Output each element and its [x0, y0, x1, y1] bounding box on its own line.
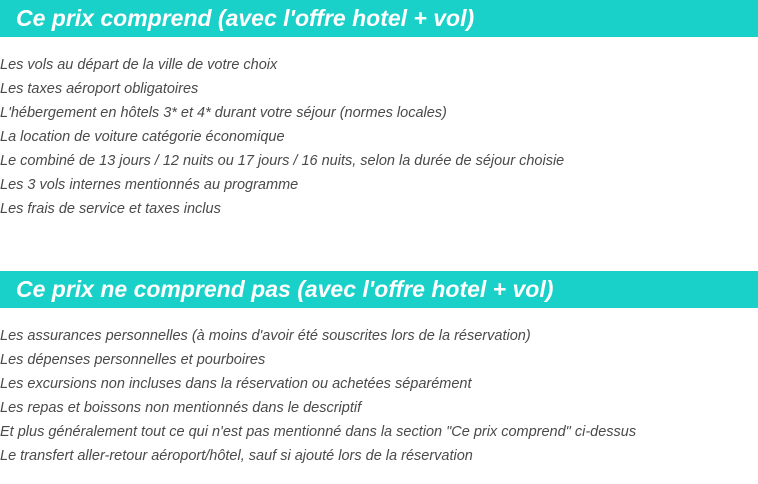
list-item: Les dépenses personnelles et pourboires	[0, 352, 266, 368]
list-item: Les vols au départ de la ville de votre choix	[0, 57, 278, 73]
list-item: La location de voiture catégorie économique	[0, 129, 285, 145]
list-item: Et plus généralement tout ce qui n'est pas mentionné dans la section "Ce prix comprend" ci-dessus	[0, 424, 637, 440]
section-title-price-excludes: Ce prix ne comprend pas (avec l'offre hotel + vol)	[0, 271, 758, 308]
list-item: Le transfert aller-retour aéroport/hôtel, sauf si ajouté lors de la réservation	[0, 448, 473, 464]
list-item: Les taxes aéroport obligatoires	[0, 81, 199, 97]
section-title-price-includes: Ce prix comprend (avec l'offre hotel + vol)	[0, 0, 758, 37]
list-item: Les excursions non incluses dans la réservation ou achetées séparément	[0, 376, 472, 392]
price-excludes-list	[0, 324, 636, 468]
list-item: Le combiné de 13 jours / 12 nuits ou 17 jours / 16 nuits, selon la durée de séjour choisie	[0, 153, 565, 169]
list-item: Les repas et boissons non mentionnés dans le descriptif	[0, 400, 362, 416]
list-item: L'hébergement en hôtels 3* et 4* durant votre séjour (normes locales)	[0, 105, 447, 121]
price-includes-list	[0, 53, 564, 221]
list-item: Les frais de service et taxes inclus	[0, 201, 221, 217]
list-item: Les 3 vols internes mentionnés au programme	[0, 177, 299, 193]
list-item: Les assurances personnelles (à moins d'avoir été souscrites lors de la réservation)	[0, 328, 531, 344]
